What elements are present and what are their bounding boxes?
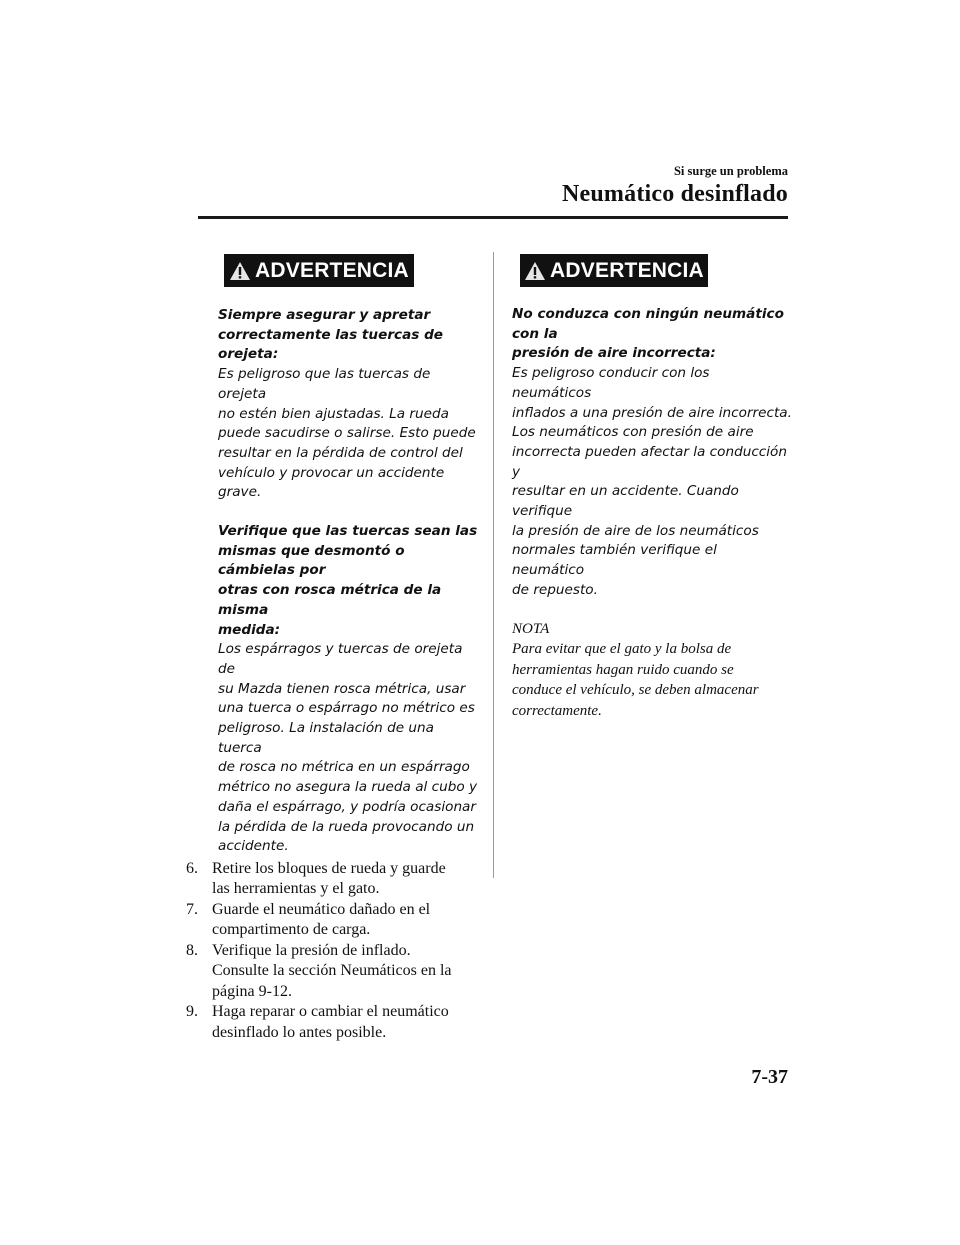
warning-banner-left: [224, 254, 414, 287]
step-number: 6.: [186, 859, 198, 877]
note-block: NOTA Para evitar que el gato y la bolsa de herramientas hagan ruido cuando se conduce el vehículo, se deben almacenar correctamente.: [512, 619, 792, 722]
step-item: 7. Guarde el neumático dañado en el compartimento de carga.: [186, 900, 431, 939]
step-item: 9. Haga reparar o cambiar el neumático desinflado lo antes posible.: [186, 1003, 449, 1041]
column-divider: [493, 252, 494, 878]
warning-body-right: [512, 305, 792, 601]
header-section-label: Si surge un problema: [673, 164, 788, 178]
warning-triangle-icon: [524, 261, 546, 281]
page-number: 7-37: [751, 1066, 788, 1088]
step-item: 8. Verifique la presión de inflado. Consulte la sección Neumáticos en la página 9-12.: [186, 941, 452, 1000]
warning-heading: Verifique que las tuercas sean las mismas que desmontó o cámbielas por otras con rosca métrica de la misma medida:: [218, 523, 478, 638]
step-number: 8.: [186, 941, 198, 959]
step-item: 6. Retire los bloques de rueda y guarde las herramientas y el gato.: [186, 859, 446, 898]
step-number: 9.: [186, 1003, 198, 1021]
left-column: [186, 254, 478, 1043]
note-label: NOTA: [512, 620, 550, 637]
header-rule: [198, 216, 788, 219]
steps-list: [186, 859, 478, 1044]
warning-heading: Siempre asegurar y apretar correctamente las tuercas de orejeta:: [218, 307, 444, 363]
warning-triangle-icon: [229, 261, 251, 281]
warning-banner-right: [520, 254, 708, 287]
warning-text: Es peligroso conducir con los neumáticos inflados a una presión de aire incorrecta. Los neumáticos con presión de aire incorrecta pueden afectar la conducción y resultar en un accidente. Cuando verifique la presión de aire de los neumáticos normales también verifique el neumático de repuesto.: [512, 365, 792, 598]
warning-text: Es peligroso que las tuercas de orejeta no estén bien ajustadas. La rueda puede sacudirse o salirse. Esto puede resultar en la pérdida de control del vehículo y provocar un accidente grave.: [218, 366, 476, 501]
page-title: Neumático desinflado: [562, 181, 788, 207]
warning-label: ADVERTENCIA: [255, 258, 409, 282]
warning-body-left: [186, 306, 478, 857]
warning-label: ADVERTENCIA: [550, 258, 704, 282]
warning-heading: No conduzca con ningún neumático con la presión de aire incorrecta:: [512, 306, 784, 362]
step-number: 7.: [186, 900, 198, 918]
right-column: [512, 254, 792, 721]
warning-text: Los espárragos y tuercas de orejeta de su Mazda tienen rosca métrica, usar una tuerca o espárrago no métrico es peligroso. La instalación de una tuerca de rosca no métrica en un espárrago métrico no asegura la rueda al cubo y daña el espárrago, y podría ocasionar la pérdida de la rueda provocando un accidente.: [218, 641, 478, 855]
